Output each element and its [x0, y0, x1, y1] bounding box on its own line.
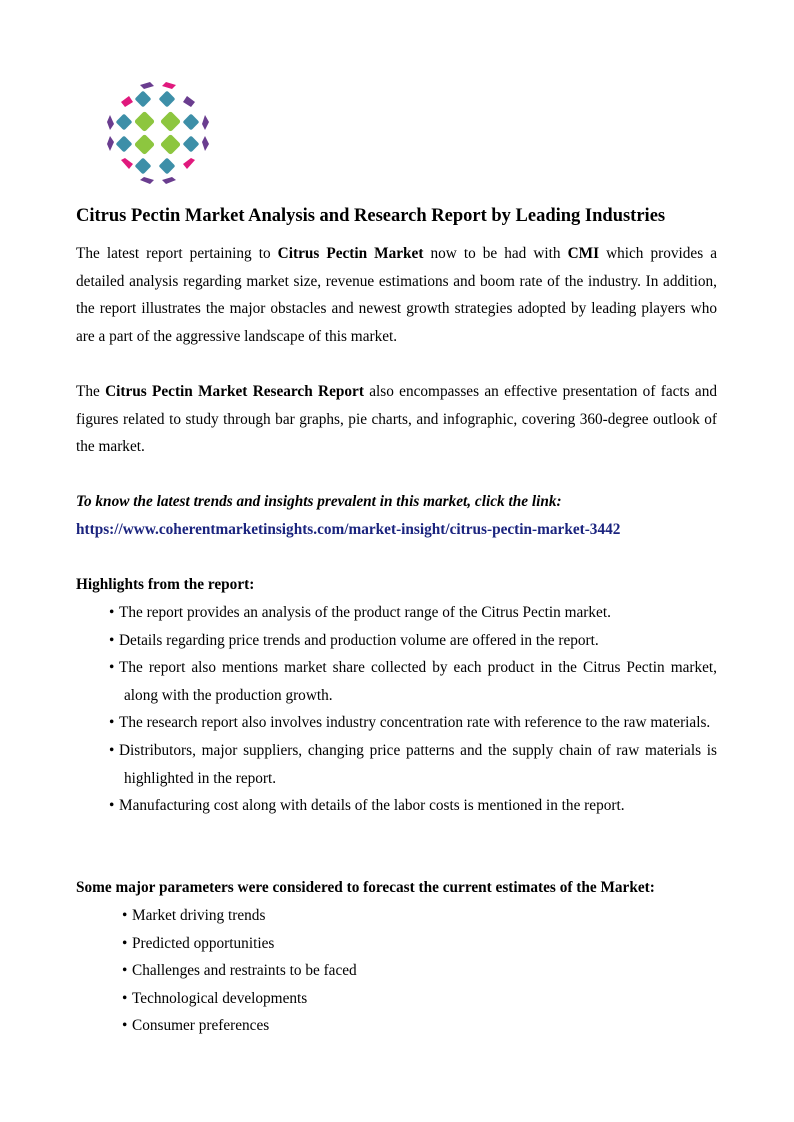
- market-name-bold: Citrus Pectin Market: [277, 245, 424, 262]
- bullet-icon: •: [109, 714, 115, 732]
- intro-text: which provides a detailed analysis regarding market size, revenue estimations and boom rate of the industry. In addition, the report illustrates the major obstacles and newest growth strategies adopted by leading players who are a part of the aggressive landscape of this market.: [76, 245, 717, 345]
- list-item: [122, 957, 622, 985]
- list-item: [122, 1012, 622, 1040]
- logo-mark: [107, 136, 114, 151]
- report-link[interactable]: https://www.coherentmarketinsights.com/market-insight/citrus-pectin-market-3442: [76, 521, 621, 538]
- logo-mark: [159, 91, 176, 108]
- list-item: [122, 985, 622, 1013]
- logo-mark: [107, 115, 114, 130]
- logo-mark: [160, 134, 181, 155]
- intro-text: now to be had with: [423, 245, 568, 262]
- logo-mark: [202, 136, 209, 151]
- report-name-bold: Citrus Pectin Market Research Report: [105, 383, 364, 400]
- list-item-text: Details regarding price trends and production volume are offered in the report.: [119, 631, 599, 649]
- highlights-heading: Highlights from the report:: [76, 576, 255, 593]
- bullet-icon: •: [122, 907, 128, 924]
- logo-mark: [160, 111, 181, 132]
- logo-mark: [135, 158, 152, 175]
- logo-mark: [116, 114, 133, 131]
- list-item-text: Predicted opportunities: [132, 934, 275, 952]
- bullet-icon: •: [122, 934, 128, 952]
- bullet-icon: •: [109, 631, 115, 649]
- list-item-text: Consumer preferences: [132, 1017, 270, 1035]
- logo-mark: [162, 177, 176, 184]
- report-text: The: [76, 383, 106, 400]
- list-item: [109, 737, 717, 792]
- list-item: [109, 599, 717, 627]
- logo-mark: [183, 96, 195, 107]
- company-name-bold: CMI: [567, 245, 600, 262]
- highlights-list: [109, 599, 717, 820]
- list-item-text: The report provides an analysis of the product range of the Citrus Pectin market.: [119, 604, 611, 621]
- list-item: [122, 902, 622, 930]
- logo-mark: [162, 82, 176, 89]
- list-item-text: Technological developments: [132, 989, 308, 1007]
- logo-mark: [183, 158, 195, 169]
- logo-mark: [116, 136, 133, 153]
- intro-paragraph: [76, 240, 717, 350]
- logo-mark: [183, 136, 200, 153]
- logo-mark: [183, 114, 200, 131]
- list-item: [109, 627, 717, 655]
- parameters-heading: Some major parameters were considered to forecast the current estimates of the Market:: [76, 879, 655, 896]
- list-item: [122, 930, 622, 958]
- list-item-text: Challenges and restraints to be faced: [132, 962, 357, 980]
- list-item-text: Distributors, major suppliers, changing price patterns and the supply chain of raw materials is highlighted in the report.: [119, 741, 717, 787]
- logo-mark: [202, 115, 209, 130]
- logo-mark: [121, 158, 133, 169]
- bullet-icon: •: [109, 659, 115, 677]
- list-item-text: Manufacturing cost along with details of the labor costs is mentioned in the report.: [119, 797, 625, 815]
- bullet-icon: •: [109, 797, 115, 815]
- list-item: [109, 792, 717, 820]
- list-item-text: The research report also involves industry concentration rate with reference to the raw materials.: [119, 714, 711, 732]
- logo-mark: [121, 96, 133, 107]
- report-text: also encompasses an effective presentation of facts and figures related to study through bar graphs, pie charts, and infographic, covering 360-degree outlook of the market.: [76, 383, 717, 456]
- logo-mark: [134, 111, 155, 132]
- bullet-icon: •: [109, 604, 115, 621]
- bullet-icon: •: [122, 962, 128, 980]
- cta-text: To know the latest trends and insights prevalent in this market, click the link:: [76, 493, 562, 510]
- logo-mark: [140, 82, 154, 89]
- bullet-icon: •: [122, 1017, 128, 1035]
- list-item-text: Market driving trends: [132, 907, 266, 924]
- logo-mark: [159, 158, 176, 175]
- list-item: [109, 654, 717, 709]
- list-item-text: The report also mentions market share collected by each product in the Citrus Pectin market, along with the production growth.: [119, 659, 717, 704]
- bullet-icon: •: [122, 989, 128, 1007]
- report-paragraph: [76, 378, 717, 461]
- company-logo: [104, 80, 212, 186]
- bullet-icon: •: [109, 741, 115, 759]
- intro-text: The latest report pertaining to: [76, 245, 278, 262]
- logo-mark: [134, 134, 155, 155]
- logo-mark: [135, 91, 152, 108]
- logo-mark: [140, 177, 154, 184]
- document-title: Citrus Pectin Market Analysis and Research Report by Leading Industries: [76, 206, 666, 226]
- list-item: [109, 709, 717, 737]
- parameters-list: [122, 902, 622, 1040]
